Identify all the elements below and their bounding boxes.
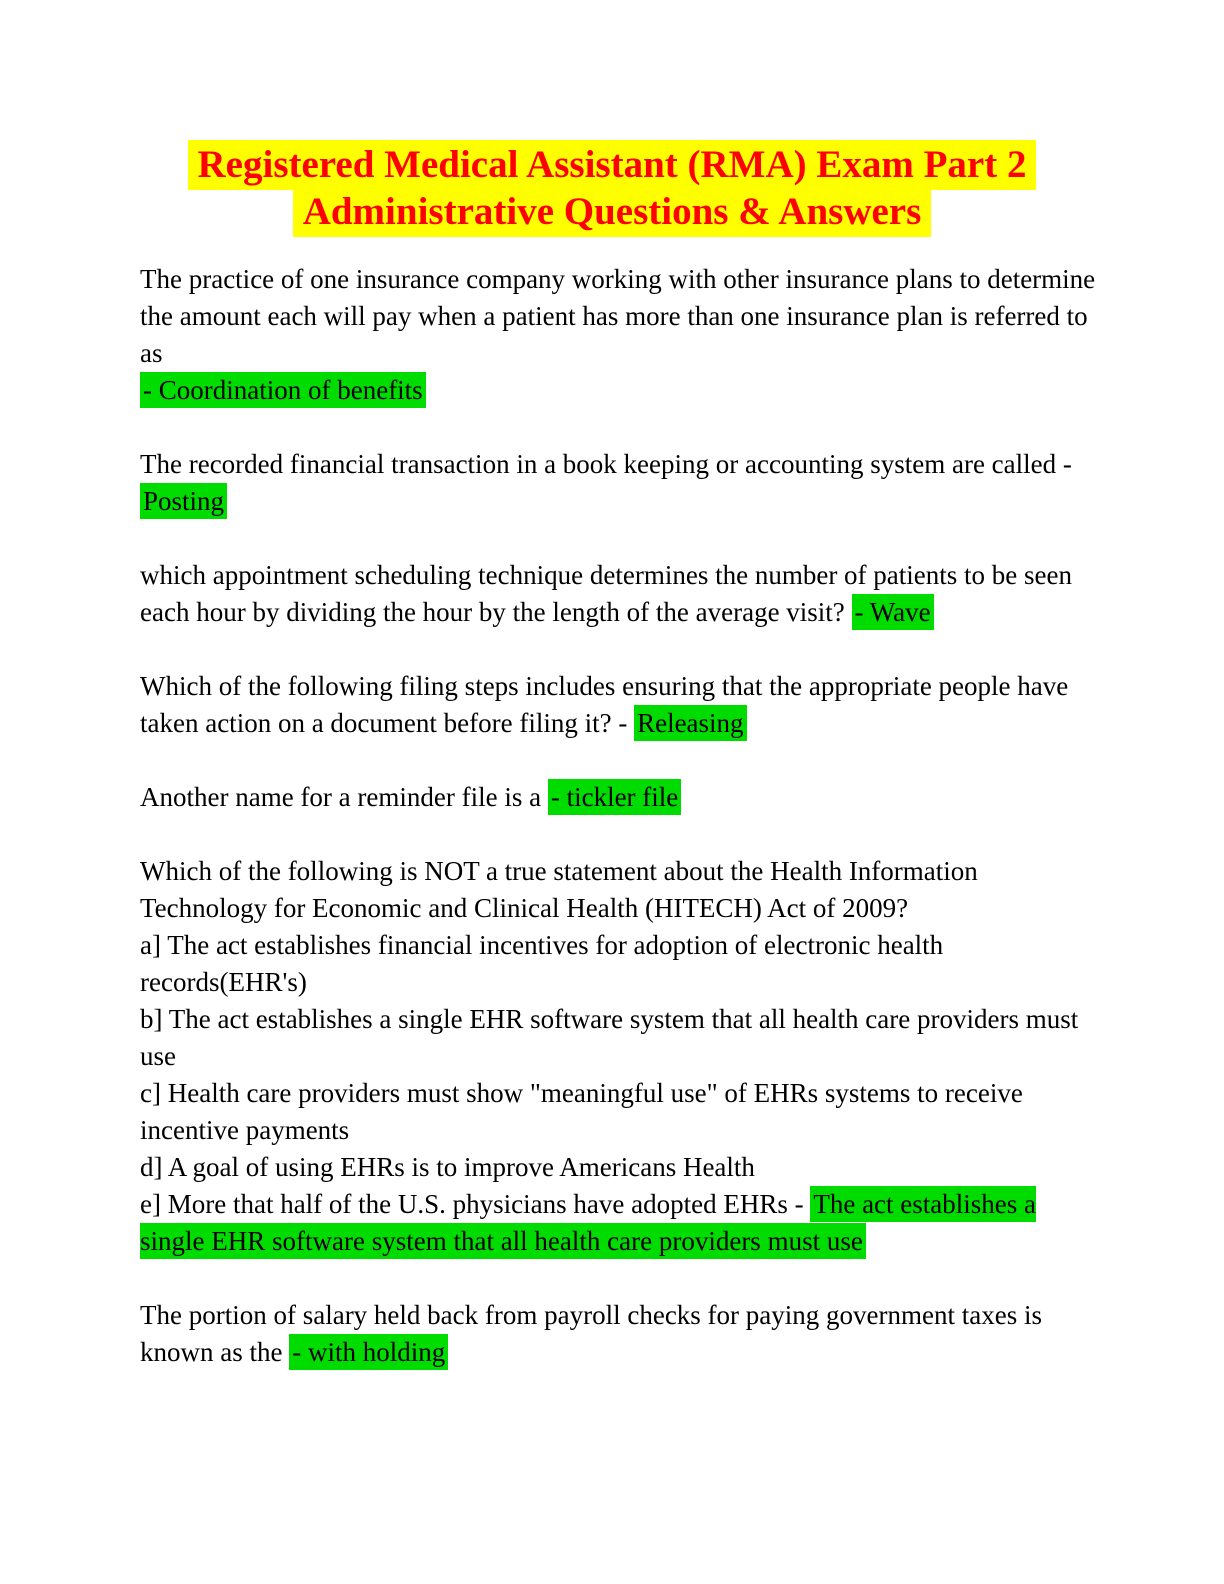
question-text: Another name for a reminder file is a xyxy=(140,782,548,812)
answer-highlight: - tickler file xyxy=(548,779,681,815)
qa-item xyxy=(140,1297,1096,1371)
qa-item xyxy=(140,779,1096,816)
title-line-2: Administrative Questions & Answers xyxy=(293,187,932,237)
question-text: d] A goal of using EHRs is to improve Americans Health xyxy=(140,1152,755,1182)
question-text: The recorded financial transaction in a book keeping or accounting system are called - xyxy=(140,449,1072,479)
qa-item xyxy=(140,446,1096,520)
answer-highlight: - with holding xyxy=(289,1334,448,1370)
qa-item xyxy=(140,557,1096,631)
question-text: e] More that half of the U.S. physicians have adopted EHRs - xyxy=(140,1189,811,1219)
document-title xyxy=(0,0,1224,235)
question-text: The practice of one insurance company working with other insurance plans to determine the amount each will pay when a patient has more than one insurance plan is referred to as xyxy=(140,264,1096,368)
title-line-1: Registered Medical Assistant (RMA) Exam Part 2 xyxy=(188,140,1037,190)
answer-highlight: Releasing xyxy=(634,705,746,741)
qa-list xyxy=(140,261,1096,1371)
question-text: The portion of salary held back from payroll checks for paying government taxes is known as the xyxy=(140,1300,1042,1367)
answer-highlight: - Wave xyxy=(852,594,934,630)
question-text: Which of the following filing steps includes ensuring that the appropriate people have taken action on a document before filing it? - xyxy=(140,671,1069,738)
question-text: which appointment scheduling technique determines the number of patients to be seen each hour by dividing the hour by the length of the average visit? xyxy=(140,560,1072,627)
title-line-wrapper-2 xyxy=(0,188,1224,235)
qa-item xyxy=(140,853,1096,1260)
title-line-wrapper-1 xyxy=(0,141,1224,188)
answer-highlight: The act establishes a single EHR software system that all health care providers must use xyxy=(140,1186,1036,1259)
question-text: a] The act establishes financial incentives for adoption of electronic health records(EHR's) xyxy=(140,930,944,997)
answer-highlight: Posting xyxy=(140,483,227,519)
question-text: b] The act establishes a single EHR software system that all health care providers must use xyxy=(140,1004,1079,1071)
answer-highlight: - Coordination of benefits xyxy=(140,372,426,408)
question-text: Which of the following is NOT a true statement about the Health Information Technology for Economic and Clinical Health (HITECH) Act of 2009? xyxy=(140,856,978,923)
question-text: c] Health care providers must show "meaningful use" of EHRs systems to receive incentive payments xyxy=(140,1078,1023,1145)
qa-item xyxy=(140,668,1096,742)
qa-item xyxy=(140,261,1096,409)
